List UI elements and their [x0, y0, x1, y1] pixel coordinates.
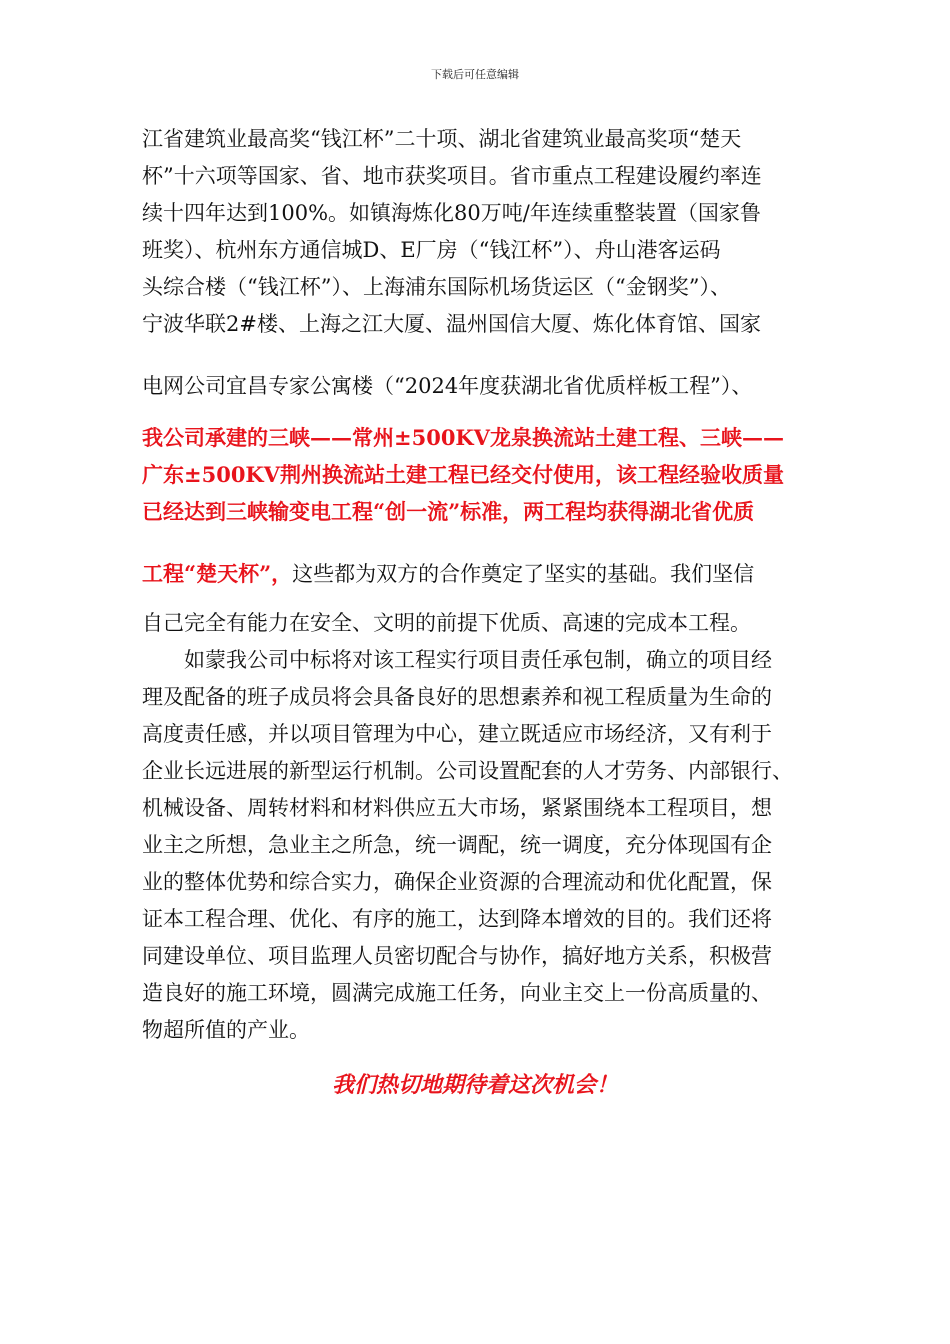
paragraph-line: 业主之所想，急业主之所急，统一调配，统一调度，充分体现国有企 [142, 833, 772, 857]
paragraph-line: 业的整体优势和综合实力，确保企业资源的合理流动和优化配置，保 [142, 870, 772, 894]
body-text: 这些都为双方的合作奠定了坚实的基础。我们坚信 [292, 562, 755, 586]
page-header: 下载后可任意编辑 [431, 68, 519, 81]
paragraph-line: 理及配备的班子成员将会具备良好的思想素养和视工程质量为生命的 [142, 685, 772, 709]
highlight-line: 广东±500KV荆州换流站土建工程已经交付使用，该工程经验收质量 [142, 462, 784, 487]
text-line: 宁波华联2#楼、上海之江大厦、温州国信大厦、炼化体育馆、国家 [142, 312, 761, 336]
text-line: 续十四年达到100%。如镇海炼化80万吨/年连续重整装置（国家鲁 [142, 201, 761, 225]
text-line: 电网公司宜昌专家公寓楼（“2024年度获湖北省优质样板工程”）、 [142, 374, 753, 398]
mixed-line [142, 560, 814, 588]
paragraph-line: 企业长远进展的新型运行机制。公司设置配套的人才劳务、内部银行、 [142, 759, 793, 783]
text-line: 头综合楼（“钱江杯”）、上海浦东国际机场货运区（“金钢奖”）、 [142, 275, 731, 299]
highlight-line: 已经达到三峡输变电工程“创一流”标准，两工程均获得湖北省优质 [142, 499, 755, 524]
text-line: 班奖）、杭州东方通信城D、E厂房（“钱江杯”）、舟山港客运码 [142, 238, 721, 262]
text-line: 杯”十六项等国家、省、地市获奖项目。省市重点工程建设履约率连 [142, 164, 762, 188]
paragraph-line: 如蒙我公司中标将对该工程实行项目责任承包制，确立的项目经 [142, 648, 772, 672]
paragraph-line: 物超所值的产业。 [142, 1018, 310, 1042]
paragraph-line: 造良好的施工环境，圆满完成施工任务，向业主交上一份高质量的、 [142, 981, 772, 1005]
paragraph-line: 同建设单位、项目监理人员密切配合与协作，搞好地方关系，积极营 [142, 944, 772, 968]
highlight-line: 我公司承建的三峡——常州±500KV龙泉换流站土建工程、三峡—— [142, 425, 784, 450]
text-line: 江省建筑业最高奖“钱江杯”二十项、湖北省建筑业最高奖项“楚天 [142, 127, 742, 151]
closing-line: 我们热切地期待着这次机会！ [331, 1072, 618, 1098]
text-line: 自己完全有能力在安全、文明的前提下优质、高速的完成本工程。 [142, 611, 751, 635]
paragraph-line: 机械设备、周转材料和材料供应五大市场，紧紧围绕本工程项目，想 [142, 796, 772, 820]
paragraph-line: 证本工程合理、优化、有序的施工，达到降本增效的目的。我们还将 [142, 907, 772, 931]
highlight-text: 工程“楚天杯”， [142, 561, 293, 586]
paragraph-line: 高度责任感，并以项目管理为中心，建立既适应市场经济，又有利于 [142, 722, 772, 746]
